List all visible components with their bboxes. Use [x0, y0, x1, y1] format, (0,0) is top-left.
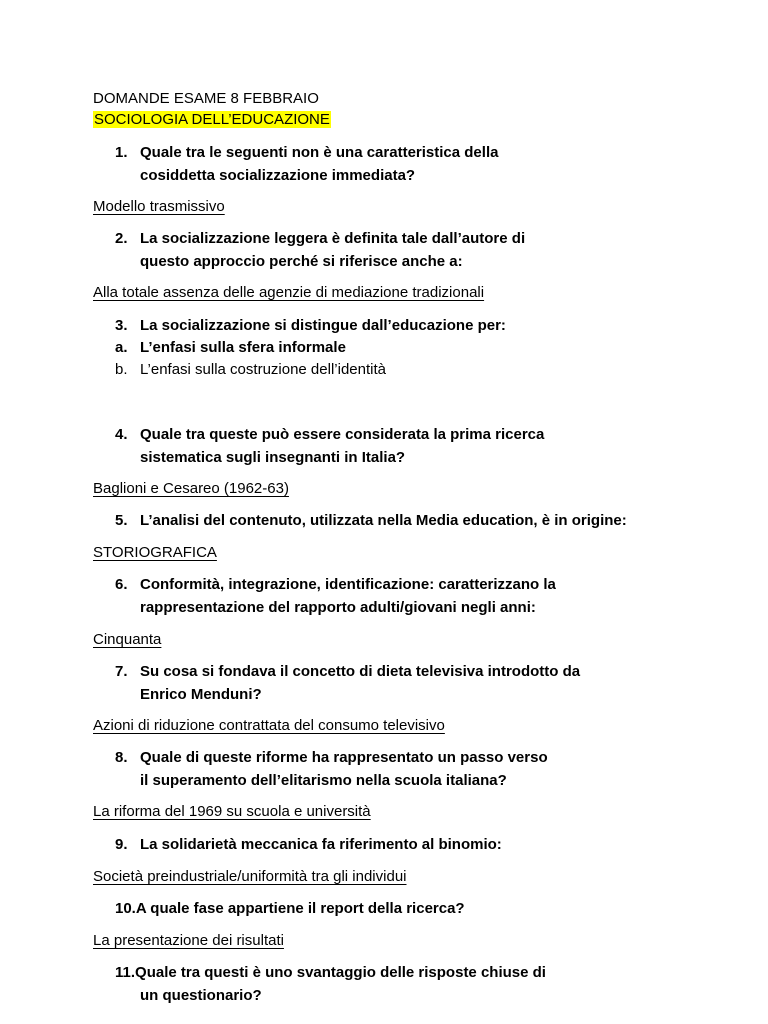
- question-number: 10.: [115, 900, 136, 917]
- question-4: [115, 424, 544, 469]
- question-text: Conformità, integrazione, identificazione: caratterizzano la: [140, 576, 556, 593]
- answer-1: Modello trasmissivo: [93, 198, 225, 215]
- question-7: [115, 661, 580, 706]
- question-number: 4.: [115, 426, 128, 443]
- question-number: 5.: [115, 512, 128, 529]
- question-number: 3.: [115, 317, 128, 334]
- question-text: Su cosa si fondava il concetto di dieta televisiva introdotto da: [140, 663, 581, 680]
- question-text-cont: un questionario?: [140, 986, 262, 1004]
- answer-7: Azioni di riduzione contrattata del consumo televisivo: [93, 717, 445, 734]
- question-number: 1.: [115, 144, 128, 161]
- question-text-cont: cosiddetta socializzazione immediata?: [140, 166, 416, 184]
- question-text-cont: questo approccio perché si riferisce anche a:: [140, 252, 463, 270]
- question-text: Quale di queste riforme ha rappresentato un passo verso: [140, 749, 548, 766]
- question-text: La solidarietà meccanica fa riferimento al binomio:: [140, 836, 502, 853]
- answer-9: Società preindustriale/uniformità tra gli individui: [93, 868, 407, 885]
- option-a: [115, 337, 346, 359]
- question-1: [115, 142, 498, 187]
- question-number: 6.: [115, 576, 128, 593]
- question-10: [115, 898, 465, 921]
- question-number: 2.: [115, 230, 128, 247]
- option-text: L’enfasi sulla costruzione dell’identità: [140, 361, 386, 378]
- question-number: 7.: [115, 663, 128, 680]
- question-11: [115, 962, 546, 1007]
- answer-5: STORIOGRAFICA: [93, 544, 217, 561]
- question-text: Quale tra queste può essere considerata la prima ricerca: [140, 426, 545, 443]
- question-text-cont: il superamento dell’elitarismo nella scuola italiana?: [140, 771, 507, 789]
- question-number: 11.: [115, 964, 136, 981]
- question-number: 9.: [115, 836, 128, 853]
- question-number: 8.: [115, 749, 128, 766]
- question-3: [115, 315, 506, 338]
- question-text: La socializzazione leggera è definita tale dall’autore di: [140, 230, 526, 247]
- question-text: L’analisi del contenuto, utilizzata nella Media education, è in origine:: [140, 512, 627, 529]
- option-letter: a.: [115, 339, 128, 356]
- option-b: [115, 359, 386, 381]
- option-letter: b.: [115, 361, 128, 378]
- question-2: [115, 228, 525, 273]
- question-text-cont: rappresentazione del rapporto adulti/giovani negli anni:: [140, 598, 536, 616]
- question-8: [115, 747, 548, 792]
- question-text: Quale tra le seguenti non è una caratteristica della: [140, 144, 499, 161]
- question-text-cont: sistematica sugli insegnanti in Italia?: [140, 448, 406, 466]
- question-9: [115, 834, 502, 857]
- option-text: L’enfasi sulla sfera informale: [140, 339, 346, 356]
- answer-8: La riforma del 1969 su scuola e università: [93, 803, 371, 820]
- question-text: A quale fase appartiene il report della ricerca?: [135, 900, 465, 917]
- question-text: La socializzazione si distingue dall’educazione per:: [140, 317, 506, 334]
- answer-6: Cinquanta: [93, 631, 162, 648]
- question-text-cont: Enrico Menduni?: [140, 685, 262, 703]
- answer-10: La presentazione dei risultati: [93, 932, 284, 949]
- document-title: DOMANDE ESAME 8 FEBBRAIO: [93, 90, 319, 107]
- subject-heading: [93, 110, 331, 130]
- answer-2: Alla totale assenza delle agenzie di mediazione tradizionali: [93, 284, 485, 301]
- subject-highlight: SOCIOLOGIA DELL’EDUCAZIONE: [94, 111, 330, 128]
- answer-4: Baglioni e Cesareo (1962-63): [93, 480, 289, 497]
- question-6: [115, 574, 556, 619]
- question-text: Quale tra questi è uno svantaggio delle risposte chiuse di: [135, 964, 546, 981]
- question-5: [115, 510, 627, 533]
